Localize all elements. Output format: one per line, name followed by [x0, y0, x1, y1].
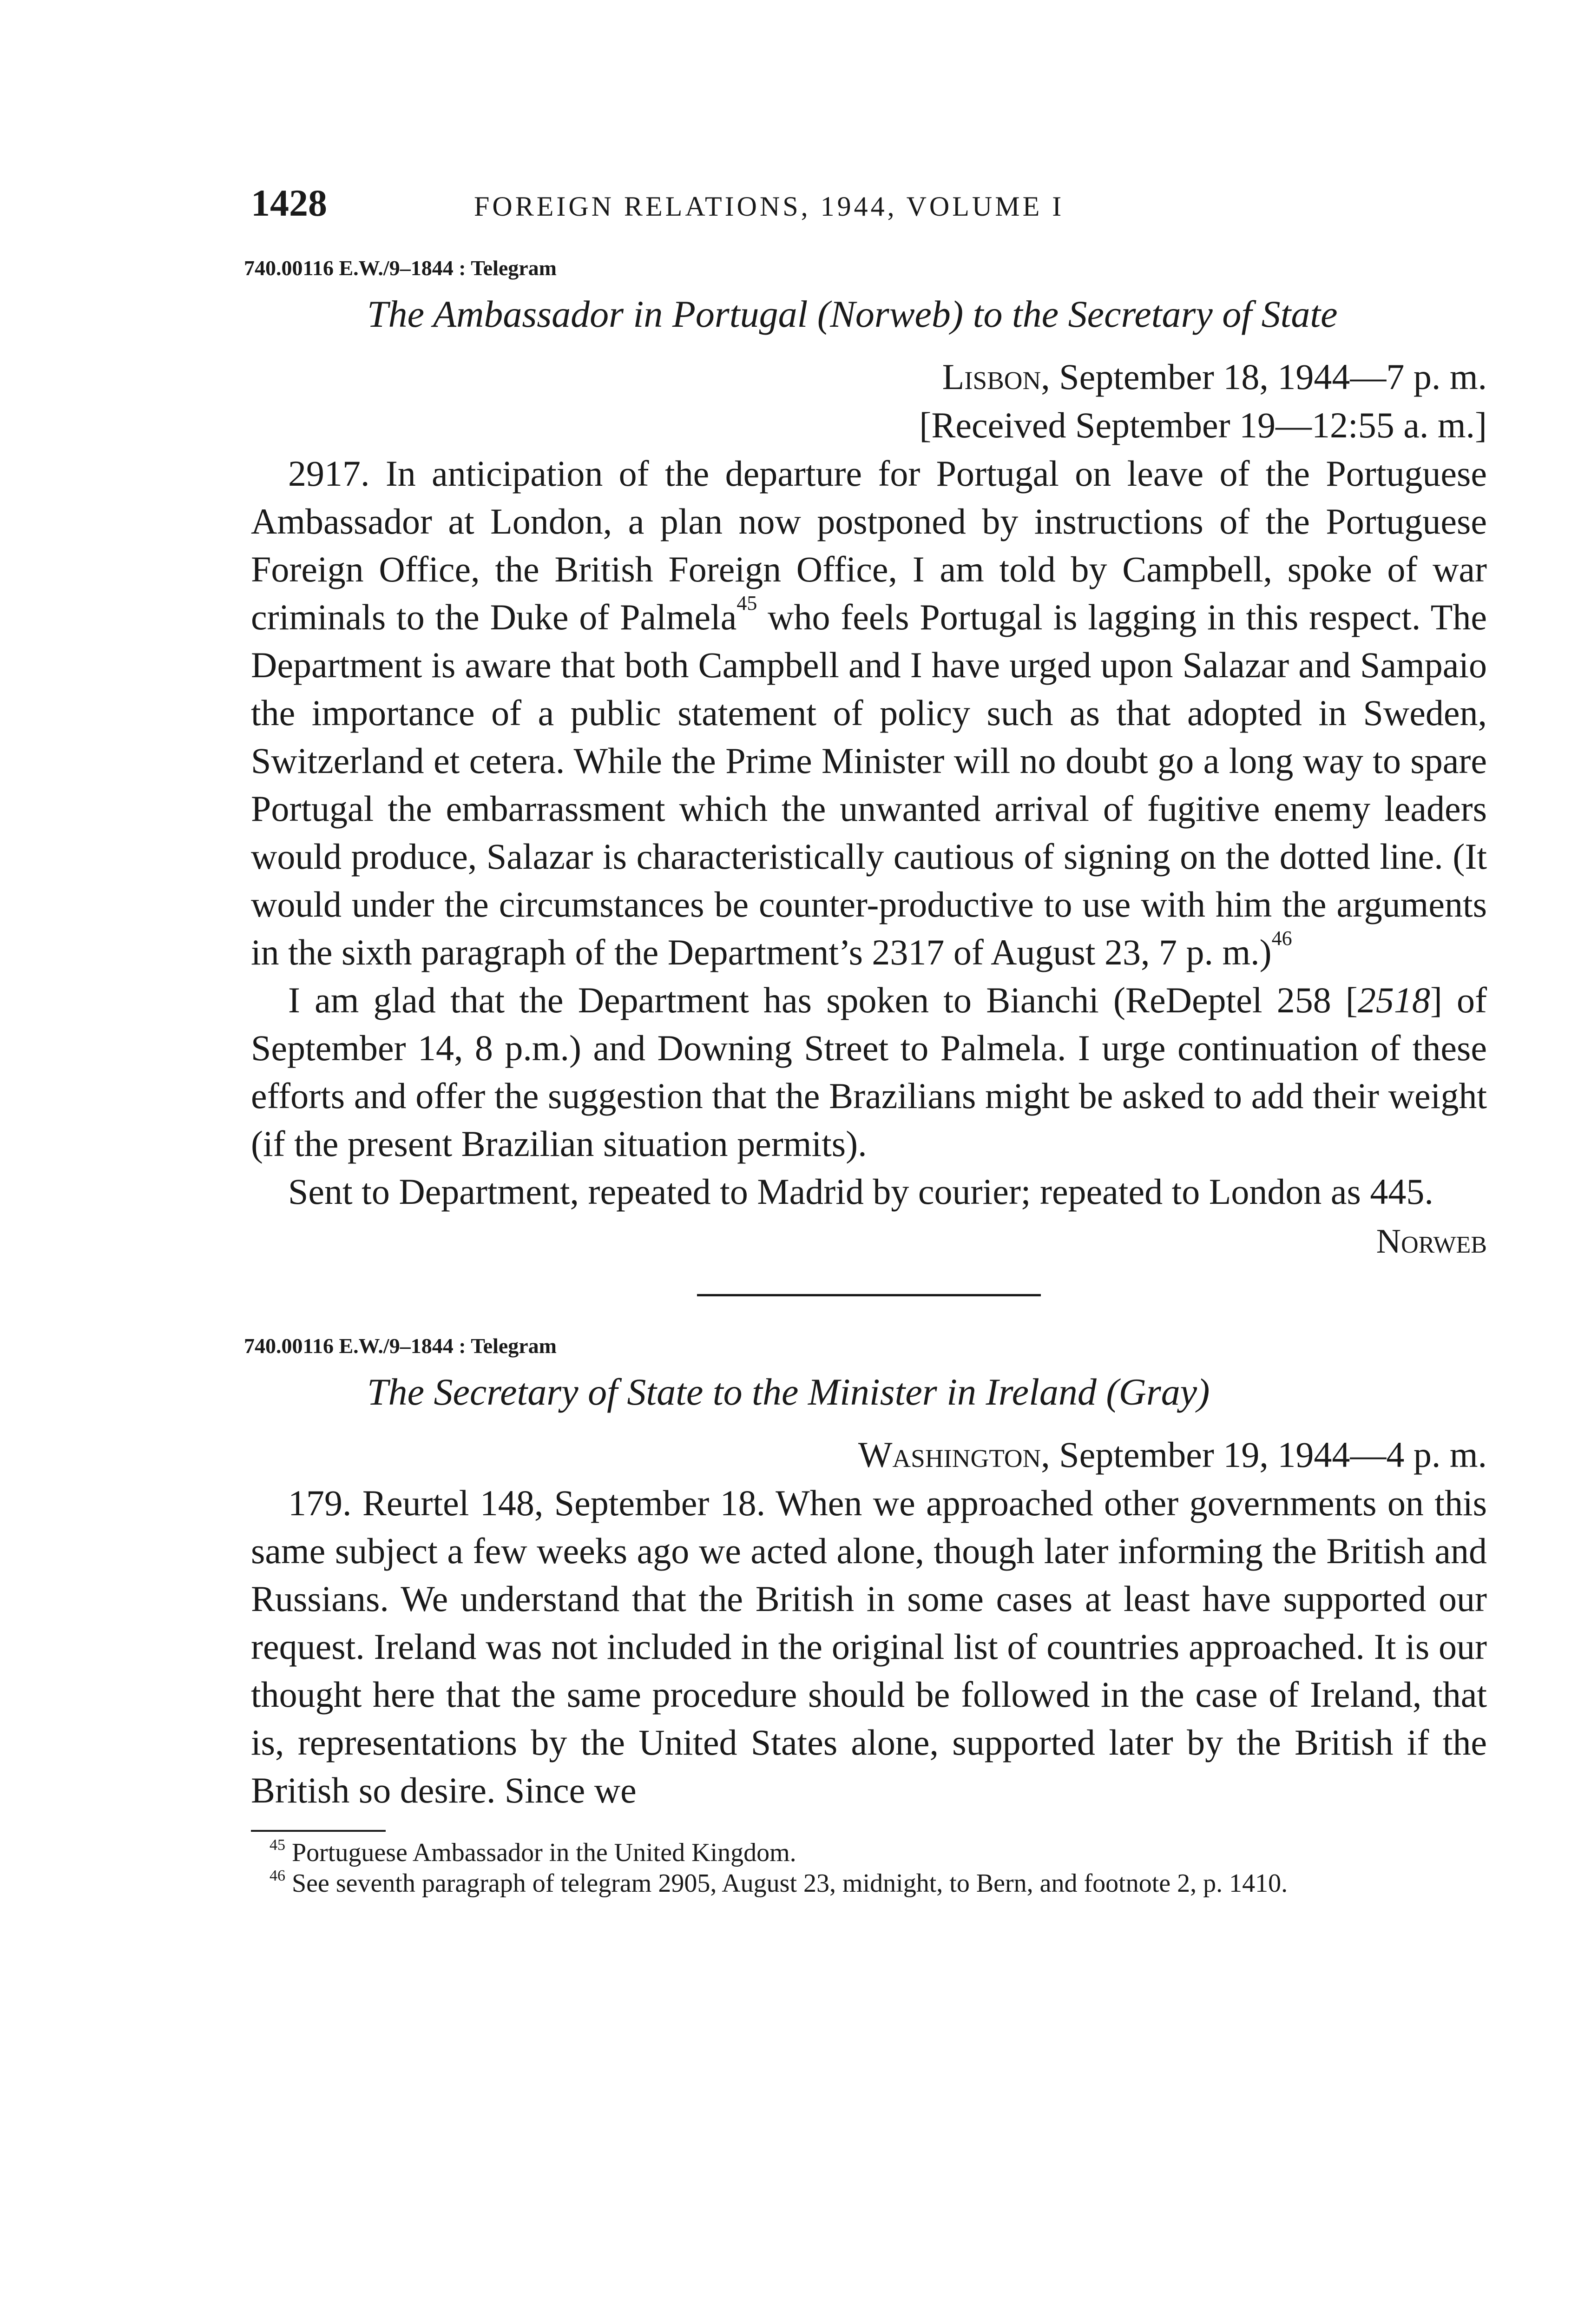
document-title: The Secretary of State to the Minister in Ireland (Gray)	[367, 1371, 1210, 1413]
paragraph-text: ] of September 14, 8 p.m.) and Downing Street to Palmela. I urge continuation of these efforts and offer the suggestion that the Brazilians might be asked to add their weight (if the present Brazilian situation permits).	[251, 980, 1487, 1164]
dateline	[251, 1431, 1487, 1479]
received-line: [Received September 19—12:55 a. m.]	[919, 405, 1487, 445]
dateline-place: Washington	[858, 1434, 1041, 1475]
paragraph-text: I am glad that the Department has spoken to Bianchi (ReDeptel 258 [	[288, 980, 1358, 1020]
footnote-text: See seventh paragraph of telegram 2905, August 23, midnight, to Bern, and footnote 2, p. 1410.	[285, 1869, 1288, 1898]
footnote-text: Portuguese Ambassador in the United Kingdom.	[285, 1838, 796, 1867]
running-title: FOREIGN RELATIONS, 1944, VOLUME I	[474, 191, 1065, 222]
dateline-date: , September 19, 1944—4 p. m.	[1041, 1434, 1487, 1475]
file-reference: 740.00116 E.W./9–1844 : Telegram	[244, 256, 557, 280]
section-divider	[697, 1294, 1041, 1296]
document-title: The Ambassador in Portugal (Norweb) to the Secretary of State	[367, 293, 1338, 335]
page-number: 1428	[251, 182, 327, 224]
paragraph: 179. Reurtel 148, September 18. When we approached other governments on this same subject a few weeks ago we acted alone, though later informing the British and Russians. We understand that the British in some cases at least have supported our request. Ireland was not included in the original list of countries approached. It is our thought here that the same procedure should be followed in the case of Ireland, that is, representations by the United States alone, supported later by the British if the British so desire. Since we	[251, 1483, 1487, 1810]
footnote	[251, 1837, 1487, 1868]
dateline-place: Lisbon	[942, 357, 1041, 397]
paragraph-text: 2917. In anticipation of the departure for Portugal on leave of the Portuguese Ambassador at London, a plan now postponed by instructions of the Portuguese Foreign Office, the British Foreign Office, I am told by Campbell, spoke of war criminals to the Duke of Palmela	[251, 453, 1487, 637]
footnote-ref: 45	[736, 592, 757, 614]
footnote-mark: 45	[270, 1836, 285, 1854]
document-page	[244, 181, 1487, 1899]
footnotes	[251, 1837, 1487, 1899]
file-reference: 740.00116 E.W./9–1844 : Telegram	[244, 1334, 557, 1358]
dateline	[251, 353, 1487, 449]
footnote	[251, 1868, 1487, 1899]
running-head	[251, 181, 1487, 237]
paragraph-text: who feels Portugal is lagging in this respect. The Department is aware that both Campbell and I have urged upon Salazar and Sampaio the importance of a public statement of policy such as that adopted in Sweden, Switzerland et cetera. While the Prime Minister will no doubt go a long way to spare Portugal the embarrassment which the unwanted arrival of fugitive enemy leaders would produce, Salazar is characteristically cautious of signing on the dotted line. (It would under the circumstances be counter-productive to use with him the arguments in the sixth paragraph of the Department’s 2317 of August 23, 7 p. m.)	[251, 597, 1487, 972]
dateline-date: , September 18, 1944—7 p. m.	[1041, 357, 1487, 397]
paragraph: Sent to Department, repeated to Madrid by courier; repeated to London as 445.	[288, 1171, 1433, 1212]
footnote-mark: 46	[270, 1867, 285, 1884]
paragraph	[251, 449, 1487, 976]
paragraph-italic-text: 2518	[1357, 980, 1430, 1020]
signature: Norweb	[1376, 1222, 1487, 1261]
paragraph	[251, 976, 1487, 1168]
footnote-rule	[251, 1830, 386, 1832]
footnote-ref: 46	[1271, 927, 1292, 950]
